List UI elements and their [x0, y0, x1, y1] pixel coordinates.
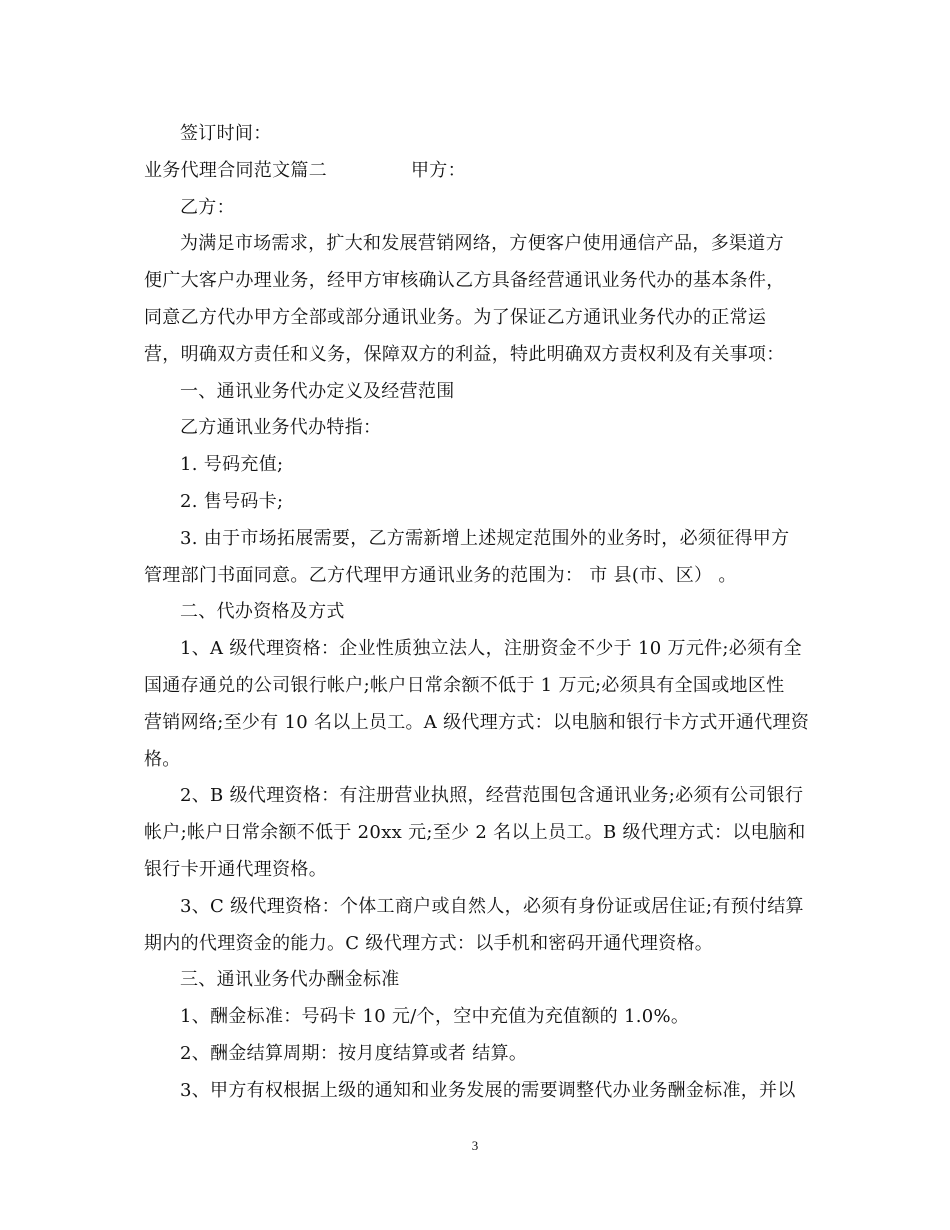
text-line: 帐户;帐户日常余额不低于 20xx 元;至少 2 名以上员工。B 级代理方式：以电脑和	[144, 822, 806, 844]
page-number: 3	[471, 1138, 479, 1153]
list-item: 3、C 级代理资格：个体工商户或自然人，必须有身份证或居住证;有预付结算	[180, 895, 804, 917]
list-item: 3、甲方有权根据上级的通知和业务发展的需要调整代办业务酬金标准，并以	[180, 1079, 796, 1101]
text-line: 乙方：	[180, 196, 235, 218]
text-line: 为满足市场需求，扩大和发展营销网络，方便客户使用通信产品，多渠道方	[180, 233, 784, 255]
text-line: 管理部门书面同意。乙方代理甲方通讯业务的范围为： 市 县(市、区） 。	[144, 564, 737, 586]
text-line: 期内的代理资金的能力。C 级代理方式：以手机和密码开通代理资格。	[144, 932, 714, 954]
section-heading: 三、通讯业务代办酬金标准	[180, 969, 400, 991]
list-item: 1、A 级代理资格：企业性质独立法人，注册资金不少于 10 万元件;必须有全	[180, 638, 802, 660]
text-line: 同意乙方代办甲方全部或部分通讯业务。为了保证乙方通讯业务代办的正常运	[144, 306, 767, 328]
party-a-label: 甲方：	[411, 159, 466, 181]
section-heading: 一、通讯业务代办定义及经营范围	[180, 380, 455, 402]
section-heading: 二、代办资格及方式	[180, 601, 345, 623]
text-line	[144, 153, 814, 190]
text-line: 营，明确双方责任和义务，保障双方的利益，特此明确双方责权利及有关事项：	[144, 343, 785, 365]
text-line: 乙方通讯业务代办特指：	[180, 417, 382, 439]
list-item: 1. 号码充值;	[180, 454, 284, 476]
list-item: 2、酬金结算周期：按月度结算或者 结算。	[180, 1042, 528, 1064]
text-line: 银行卡开通代理资格。	[144, 858, 327, 880]
text-line: 格。	[144, 748, 181, 770]
text-line: 营销网络;至少有 10 名以上员工。A 级代理方式：以电脑和银行卡方式开通代理资	[144, 711, 810, 733]
list-item: 2. 售号码卡;	[180, 490, 284, 512]
text-line: 便广大客户办理业务，经甲方审核确认乙方具备经营通讯业务代办的基本条件，	[144, 270, 785, 292]
text-line: 国通存通兑的公司银行帐户;帐户日常余额不低于 1 万元;必须具有全国或地区性	[144, 674, 785, 696]
list-item: 2、B 级代理资格：有注册营业执照，经营范围包含通讯业务;必须有公司银行	[180, 785, 804, 807]
document-body	[144, 116, 814, 1110]
text-line: 签订时间：	[180, 123, 272, 144]
list-item: 3. 由于市场拓展需要，乙方需新增上述规定范围外的业务时，必须征得甲方	[180, 527, 790, 549]
section-heading: 业务代理合同范文篇二	[144, 159, 327, 181]
list-item: 1、酬金标准：号码卡 10 元/个，空中充值为充值额的 1.0%。	[180, 1006, 690, 1028]
